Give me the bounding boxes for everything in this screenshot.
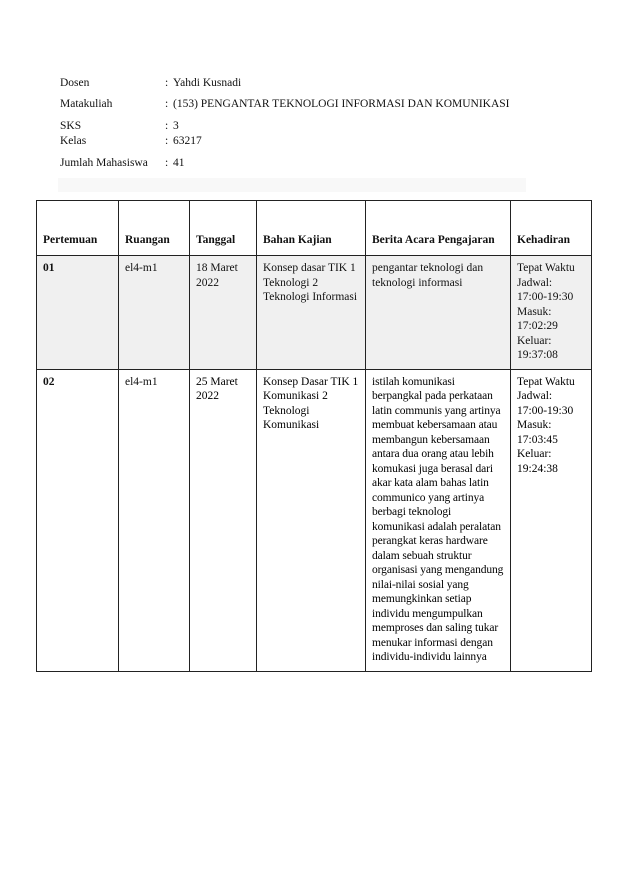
column-header-kehadiran: Kehadiran <box>511 201 592 256</box>
info-separator: : <box>165 77 169 89</box>
info-label: SKS <box>60 120 82 132</box>
column-header-tanggal: Tanggal <box>190 201 257 256</box>
info-value-kelas: 63217 <box>173 134 202 147</box>
cell-pertemuan: 01 <box>37 256 119 370</box>
column-header-ruangan: Ruangan <box>119 201 190 256</box>
table-header-row <box>37 201 592 256</box>
table-row <box>37 369 592 671</box>
attendance-table <box>36 200 592 672</box>
column-header-bahan-kajian: Bahan Kajian <box>257 201 366 256</box>
cell-berita-acara: pengantar teknologi dan teknologi informasi <box>366 256 511 370</box>
column-header-pertemuan: Pertemuan <box>37 201 119 256</box>
cell-tanggal: 25 Maret 2022 <box>190 369 257 671</box>
info-label: Jumlah Mahasiswa <box>60 157 148 169</box>
cell-bahan-kajian: Konsep dasar TIK 1 Teknologi 2 Teknologi Informasi <box>257 256 366 370</box>
info-value-dosen: Yahdi Kusnadi <box>173 77 242 89</box>
info-separator: : <box>165 97 169 110</box>
cell-ruangan: el4-m1 <box>119 256 190 370</box>
cell-bahan-kajian: Konsep Dasar TIK 1 Komunikasi 2 Teknologi Komunikasi <box>257 369 366 671</box>
info-separator: : <box>165 120 169 132</box>
info-value-sks: 3 <box>173 120 179 132</box>
cell-ruangan: el4-m1 <box>119 369 190 671</box>
column-header-berita-acara: Berita Acara Pengajaran <box>366 201 511 256</box>
cell-pertemuan: 02 <box>37 369 119 671</box>
cell-tanggal: 18 Maret 2022 <box>190 256 257 370</box>
info-label: Matakuliah <box>60 97 113 110</box>
table-row <box>37 256 592 370</box>
info-separator: : <box>165 134 169 147</box>
info-value-jumlah-mahasiswa: 41 <box>173 157 185 169</box>
info-value-matakuliah: (153) PENGANTAR TEKNOLOGI INFORMASI DAN KOMUNIKASI <box>173 97 510 110</box>
cell-berita-acara: istilah komunikasi berpangkal pada perkataan latin communis yang artinya membuat kebersamaan atau membangun kebersamaan antara dua orang atau lebih komukasi juga berasal dari akar kata alam bahas latin communico yang artinya berbagi teknologi komunikasi adalah peralatan perangkat keras hardware dalam sebuah struktur organisasi yang mengandung nilai-nilai sosial yang memungkinkan setiap individu mengumpulkan memproses dan saling tukar menukar informasi dengan individu-individu lainnya <box>366 369 511 671</box>
cell-kehadiran: Tepat Waktu Jadwal: 17:00-19:30 Masuk: 17:02:29 Keluar: 19:37:08 <box>511 256 592 370</box>
cell-kehadiran: Tepat Waktu Jadwal: 17:00-19:30 Masuk: 17:03:45 Keluar: 19:24:38 <box>511 369 592 671</box>
info-label: Kelas <box>60 134 87 147</box>
header-divider-band <box>58 178 526 192</box>
info-separator: : <box>165 157 169 169</box>
info-label: Dosen <box>60 77 90 89</box>
